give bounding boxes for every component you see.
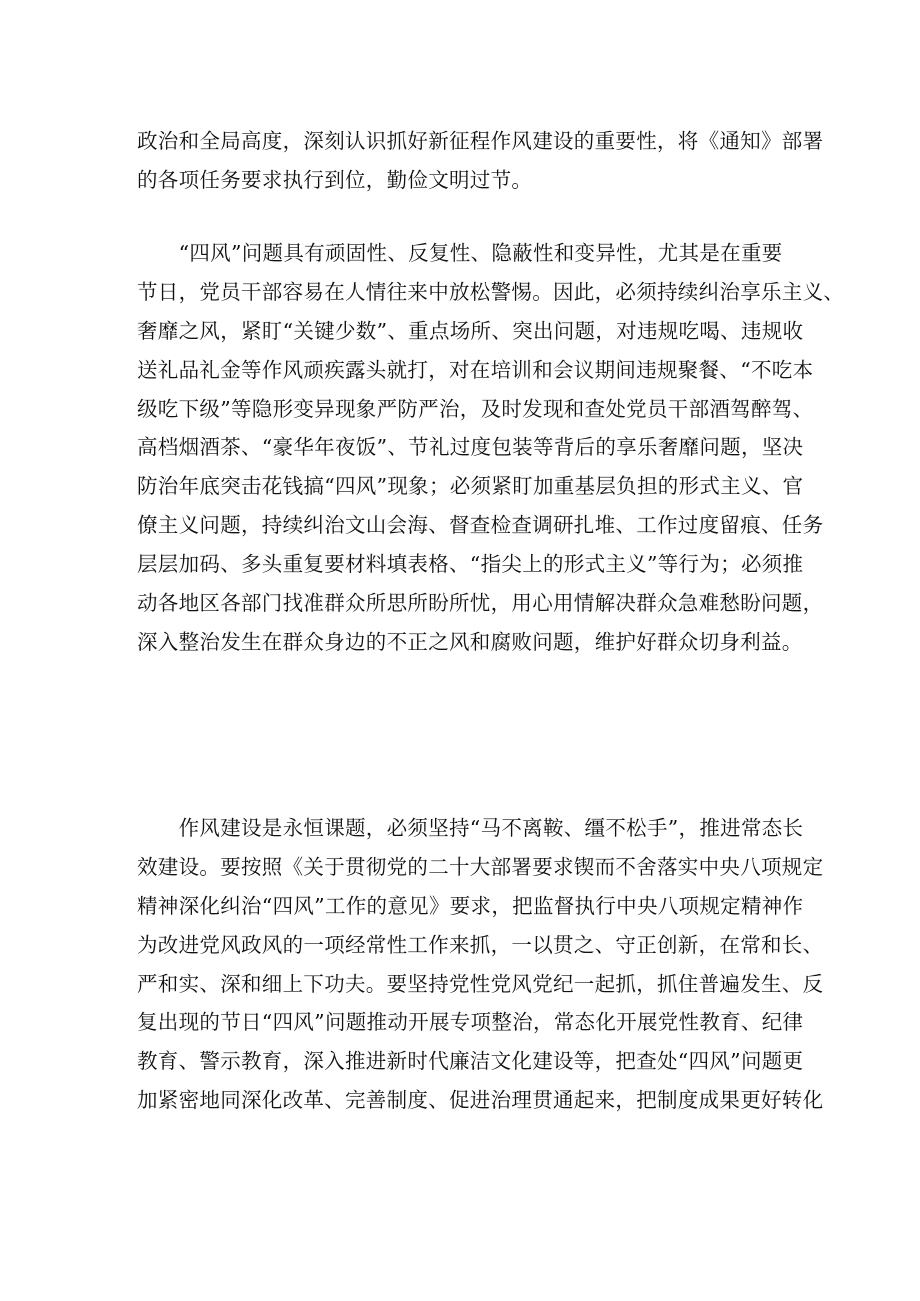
paragraph-line: 层层加码、多头重复要材料填表格、“指尖上的形式主义”等行为；必须推 <box>137 552 804 577</box>
paragraph-1 <box>137 122 824 199</box>
paragraph-line: 作风建设是永恒课题，必须坚持“马不离鞍、缰不松手”，推进常态长 <box>137 816 804 840</box>
paragraph-line: 送礼品礼金等作风顽疾露头就打，对在培训和会议期间违规聚餐、“不吃本 <box>137 357 814 382</box>
paragraph-line: 精神深化纠治“四风”工作的意见》要求，把监督执行中央八项规定精神作 <box>137 893 804 918</box>
paragraph-3 <box>137 809 824 1120</box>
paragraph-line: 防治年底突击花钱搞“四风”现象；必须紧盯加重基层负担的形式主义、官 <box>137 474 804 499</box>
paragraph-line: 复出现的节日“四风”问题推动开展专项整治，常态化开展党性教育、纪律 <box>137 1010 804 1035</box>
paragraph-line: 僚主义问题，持续纠治文山会海、督查检查调研扎堆、工作过度留痕、任务 <box>137 513 824 538</box>
paragraph-line: 高档烟酒茶、“豪华年夜饭”、节礼过度包装等背后的享乐奢靡问题，坚决 <box>137 435 804 460</box>
paragraph-line: 政治和全局高度，深刻认识抓好新征程作风建设的重要性，将《通知》部署 <box>137 129 824 153</box>
paragraph-line: 动各地区各部门找准群众所思所盼所忧，用心用情解决群众急难愁盼问题， <box>137 591 824 616</box>
paragraph-line: 节日，党员干部容易在人情往来中放松警惕。因此，必须持续纠治享乐主义、 <box>137 279 845 304</box>
paragraph-line: 奢靡之风，紧盯“关键少数”、重点场所、突出问题，对违规吃喝、违规收 <box>137 318 804 343</box>
paragraph-line: 教育、警示教育，深入推进新时代廉洁文化建设等，把查处“四风”问题更 <box>137 1049 804 1074</box>
paragraph-2 <box>137 234 845 662</box>
paragraph-line: 加紧密地同深化改革、完善制度、促进治理贯通起来，把制度成果更好转化 <box>137 1088 824 1113</box>
paragraph-line: 级吃下级”等隐形变异现象严防严治，及时发现和查处党员干部酒驾醉驾、 <box>137 396 814 421</box>
paragraph-line: 的各项任务要求执行到位，勤俭文明过节。 <box>137 167 533 192</box>
paragraph-line: 效建设。要按照《关于贯彻党的二十大部署要求锲而不舍落实中央八项规定 <box>137 854 824 879</box>
paragraph-line: 为改进党风政风的一项经常性工作来抓，一以贯之、守正创新，在常和长、 <box>137 932 824 957</box>
paragraph-line: 深入整治发生在群众身边的不正之风和腐败问题，维护好群众切身利益。 <box>137 629 803 654</box>
paragraph-line: “四风”问题具有顽固性、反复性、隐蔽性和变异性，尤其是在重要 <box>137 241 783 265</box>
paragraph-line: 严和实、深和细上下功夫。要坚持党性党风党纪一起抓，抓住普遍发生、反 <box>137 971 824 996</box>
